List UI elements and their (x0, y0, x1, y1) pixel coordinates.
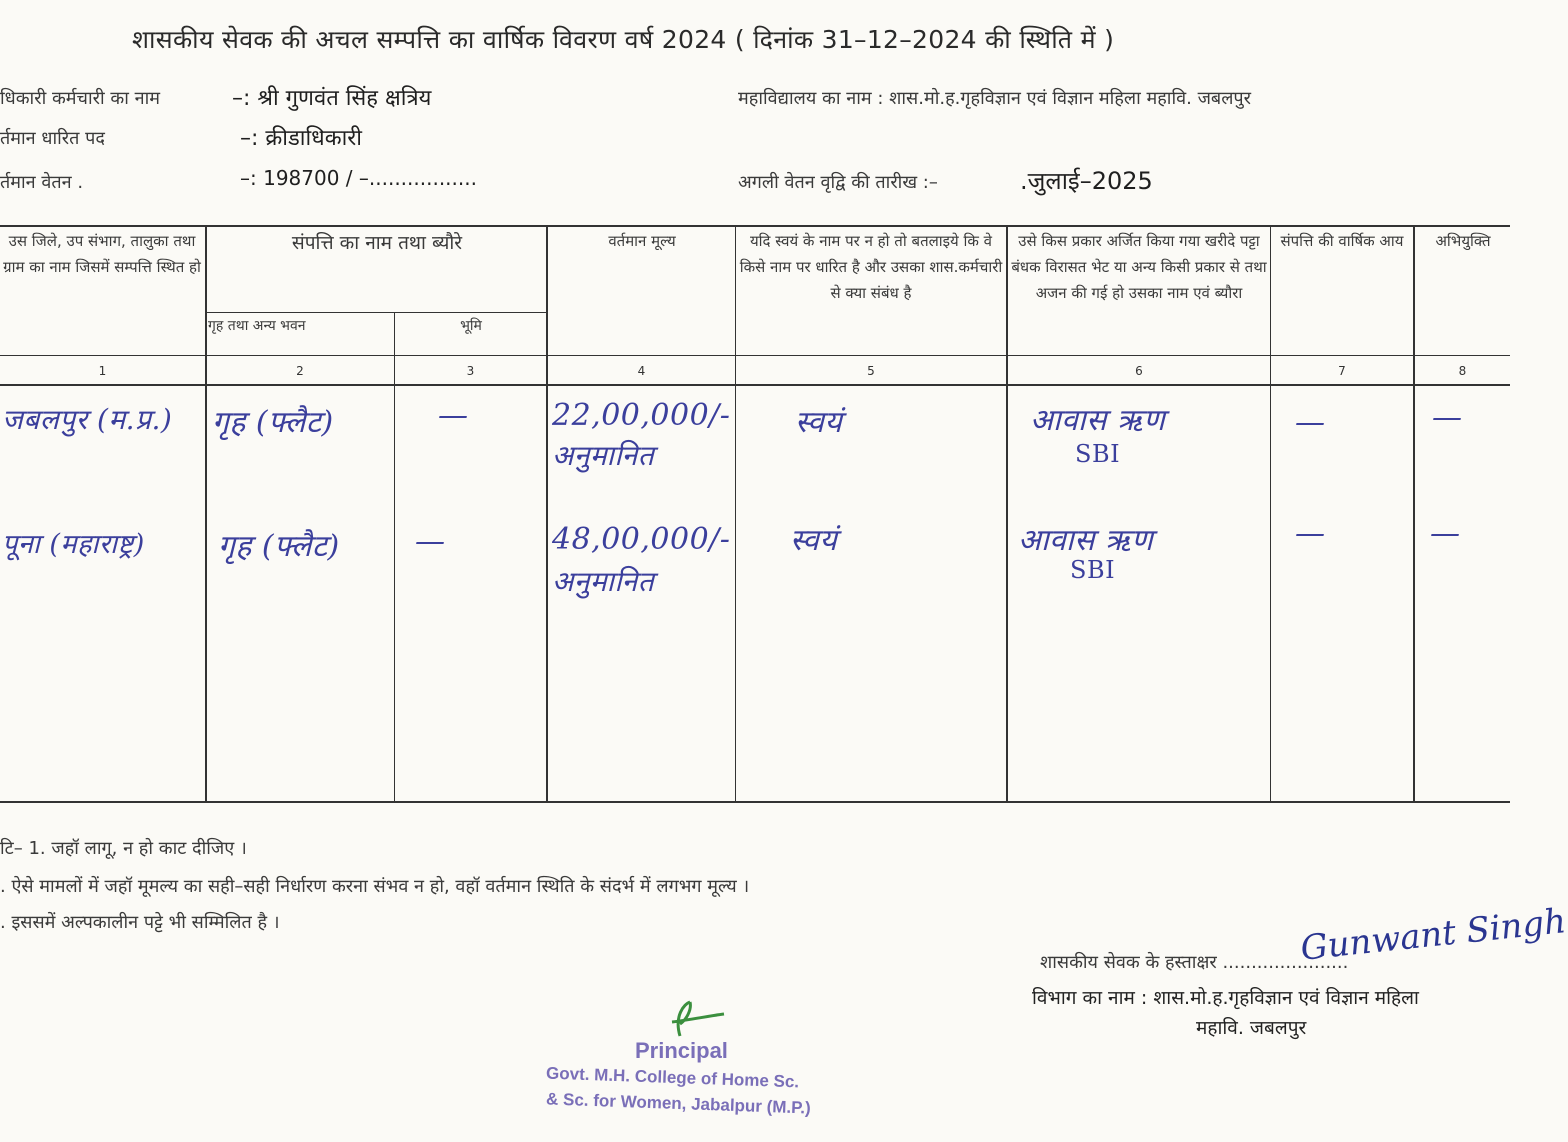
salary-value: –: 198700 / –................. (240, 166, 477, 190)
col-divider-1 (205, 225, 207, 803)
col-number-5: 5 (867, 364, 875, 378)
row2-value: 48,00,000/- (552, 522, 731, 557)
row1-value-note: अनुमानित (552, 439, 655, 472)
note-3: . इससमें अल्पकालीन पट्टे भी सम्मिलित है । (0, 912, 280, 933)
row2-holder: स्वयं (790, 523, 838, 558)
header-land: भूमि (460, 318, 482, 334)
col-number-8: 8 (1458, 364, 1467, 378)
row1-location: जबलपुर (म.प्र.) (2, 403, 173, 436)
post-label: र्तमान धारित पद (0, 128, 105, 149)
row2-remarks: — (1430, 516, 1461, 551)
table-border-top (0, 225, 1510, 227)
row1-remarks: — (1432, 400, 1463, 435)
header-building: गृह तथा अन्य भवन (208, 318, 306, 334)
col-number-1: 1 (98, 364, 107, 378)
principal-initial-icon (650, 996, 730, 1044)
salary-label: र्तमान वेतन . (0, 172, 84, 193)
header-value: वर्तमान मूल्य (608, 232, 676, 250)
col-divider-2 (394, 312, 395, 803)
row1-bank: SBI (1075, 440, 1121, 468)
header-property: संपत्ति का नाम तथा ब्यौरे (291, 232, 463, 254)
col-number-7: 7 (1338, 364, 1346, 378)
post-value: –: क्रीडाधिकारी (240, 126, 362, 151)
stamp-line1: Govt. M.H. College of Home Sc. (545, 1063, 800, 1092)
name-label: धिकारी कर्मचारी का नाम (0, 88, 161, 109)
signature-label: शासकीय सेवक के हस्ताक्षर ...................... (1040, 952, 1349, 973)
col-number-6: 6 (1135, 364, 1143, 378)
row2-value-note: अनुमानित (552, 565, 655, 598)
col-number-2: 2 (296, 364, 304, 378)
note-1: टि– 1. जहॉ लागू, न हो काट दीजिए । (0, 838, 247, 859)
name-value: –: श्री गुणवंत सिंह क्षत्रिय (232, 86, 432, 111)
col-number-4: 4 (637, 364, 646, 378)
row2-acquired: आवास ऋण (1018, 523, 1154, 558)
row2-bank: SBI (1070, 556, 1116, 584)
row2-income: — (1295, 516, 1326, 551)
row2-land: — (415, 524, 446, 559)
row1-land: — (438, 398, 469, 433)
row1-building: गृह (फ्लैट) (212, 405, 334, 440)
number-row-divider (0, 384, 1510, 386)
stamp-title: Principal (635, 1038, 728, 1063)
header-divider (0, 355, 1510, 356)
col-number-3: 3 (466, 364, 475, 378)
row1-value: 22,00,000/- (552, 398, 731, 433)
row2-location: पूना (महाराष्ट्र) (2, 529, 145, 560)
table-border-bottom (0, 801, 1510, 803)
stamp-line2: & Sc. for Women, Jabalpur (M.P.) (545, 1089, 812, 1118)
dept-line2: महावि. जबलपुर (1196, 1017, 1307, 1039)
increment-label: अगली वेतन वृद्वि की तारीख :– (738, 172, 938, 193)
college-label: महाविद्यालय का नाम : शास.मो.ह.गृहविज्ञान एवं विज्ञान महिला महावि. जबलपुर (738, 88, 1252, 109)
col-divider-4 (735, 225, 736, 803)
page-title: शासकीय सेवक की अचल सम्पत्ति का वार्षिक विवरण वर्ष 2024 ( दिनांक 31–12–2024 की स्थिति में ) (132, 25, 1115, 54)
header-acquired: उसे किस प्रकार अर्जित किया गया खरीदे पट्टा बंधक विरासत भेट या अन्य किसी प्रकार से तथा अजन की गई हो उसका नाम एवं ब्यौरा (1011, 232, 1267, 302)
note-2: . ऐसे मामलों में जहॉ मूमल्य का सही–सही निर्धारण करना संभव न हो, वहॉ वर्तमान स्थिति के संदर्भ में लगभग मूल्य । (0, 876, 750, 897)
header-remarks: अभियुक्ति (1435, 232, 1491, 250)
col-divider-7 (1413, 225, 1415, 803)
col-divider-3 (546, 225, 548, 803)
header-income: संपत्ति की वार्षिक आय (1280, 232, 1404, 250)
dept-line1: विभाग का नाम : शास.मो.ह.गृहविज्ञान एवं विज्ञान महिला (1032, 987, 1419, 1009)
signature: Gunwant Singh (1298, 901, 1568, 969)
row1-acquired: आवास ऋण (1030, 403, 1166, 438)
col-divider-5 (1006, 225, 1008, 803)
row1-holder: स्वयं (795, 405, 843, 440)
header-location: उस जिले, उप संभाग, तालुका तथा ग्राम का नाम जिसमें सम्पत्ति स्थित हो (3, 232, 201, 276)
increment-value: .जुलाई–2025 (1020, 167, 1153, 195)
row1-income: — (1295, 405, 1326, 440)
col-divider-6 (1270, 225, 1271, 803)
row2-building: गृह (फ्लैट) (218, 529, 340, 564)
header-holder: यदि स्वयं के नाम पर न हो तो बतलाइये कि वे किसे नाम पर धारित है और उसका शास.कर्मचारी से क्या संबंध है (739, 232, 1003, 302)
